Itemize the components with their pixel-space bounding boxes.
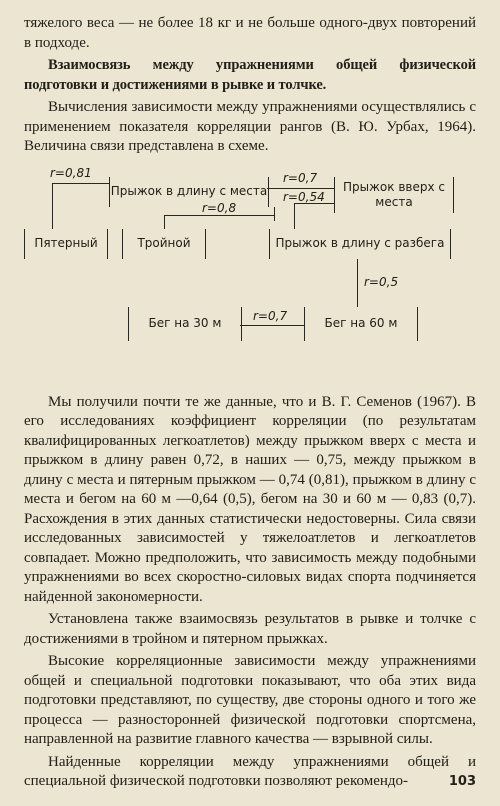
coef-r-05: r=0,5	[364, 274, 399, 289]
coef-r-07-top: r=0,7	[283, 170, 318, 185]
box-run-60: Бег на 60 м	[304, 307, 418, 341]
connector-08-h	[164, 215, 274, 216]
coef-r-07-bottom: r=0,7	[253, 308, 288, 323]
paragraph-5: Найденные корреляции между упражнениями общей и специальной физической подготовки позволяют рекомендо-	[24, 753, 476, 789]
coef-r-08: r=0,8	[202, 200, 237, 215]
box-five-jump: Пятерный	[24, 229, 108, 259]
page-content	[24, 14, 476, 792]
box-long-jump-standing: Прыжок в длину с места	[109, 177, 269, 207]
connector-054-stub	[274, 207, 275, 221]
page-number: 103	[448, 774, 476, 789]
paragraph-4: Высокие корреляционные зависимости между упражнениями общей и специальной подготовки показывают, что оба этих вида подготовки представляют, по существу, две стороны одного и того же процесса — разносторонней физической подготовки спортсмена, направленной на развитие главного качества — взрывной силы.	[24, 653, 476, 747]
box-vertical-jump: Прыжок вверх с места	[334, 177, 454, 213]
connector-081-top	[52, 183, 109, 184]
box-long-jump-run: Прыжок в длину с разбега	[269, 229, 451, 259]
paragraph-2: Мы получили почти те же данные, что и В. Г. Семенов (1967). В его исследованиях коэффициент корреляции (по результатам квалифицированных легкоатлетов) между прыжком вверх с места и прыжком в длину равен 0,72, в наших — 0,75, между прыжком в длину с места и пятерным прыжком — 0,74 (0,81), прыжком в длину с места и бегом на 60 м —0,64 (0,5), бегом на 30 и 60 м — 0,83 (0,7). Расхождения в этих данных статистически недостоверны. Сила связи исследованных зависимостей у тяжелоатлетов и легкоатлетов совпадает. Можно предположить, что зависимость между подобными упражнениями во всех скоростно-силовых видах спорта подчиняется найденной закономерности.	[24, 393, 476, 605]
paragraph-1: Вычисления зависимости между упражнениями осуществлялись с применением показателя корреляции рангов (В. Ю. Урбах, 1964). Величина связи представлена в схеме.	[24, 99, 476, 154]
box-triple-jump: Тройной	[122, 229, 206, 259]
connector-054-down	[294, 203, 295, 229]
connector-081-down	[52, 183, 53, 229]
connector-05	[357, 259, 358, 307]
connector-08-down	[164, 215, 165, 229]
coef-r-081: r=0,81	[50, 165, 92, 180]
correlation-diagram	[24, 165, 476, 379]
intro-paragraph: тяжелого веса — не более 18 кг и не больше одного-двух повторений в подходе.	[24, 15, 476, 51]
coef-r-054: r=0,54	[283, 189, 325, 204]
paragraph-3: Установлена также взаимосвязь результатов в рывке и толчке с достижениями в тройном и пятерном прыжках.	[24, 611, 476, 647]
connector-07-bottom	[240, 325, 304, 326]
box-run-30: Бег на 30 м	[128, 307, 242, 341]
section-heading: Взаимосвязь между упражнениями общей физической подготовки и достижениями в рывке и толчке.	[24, 57, 476, 93]
